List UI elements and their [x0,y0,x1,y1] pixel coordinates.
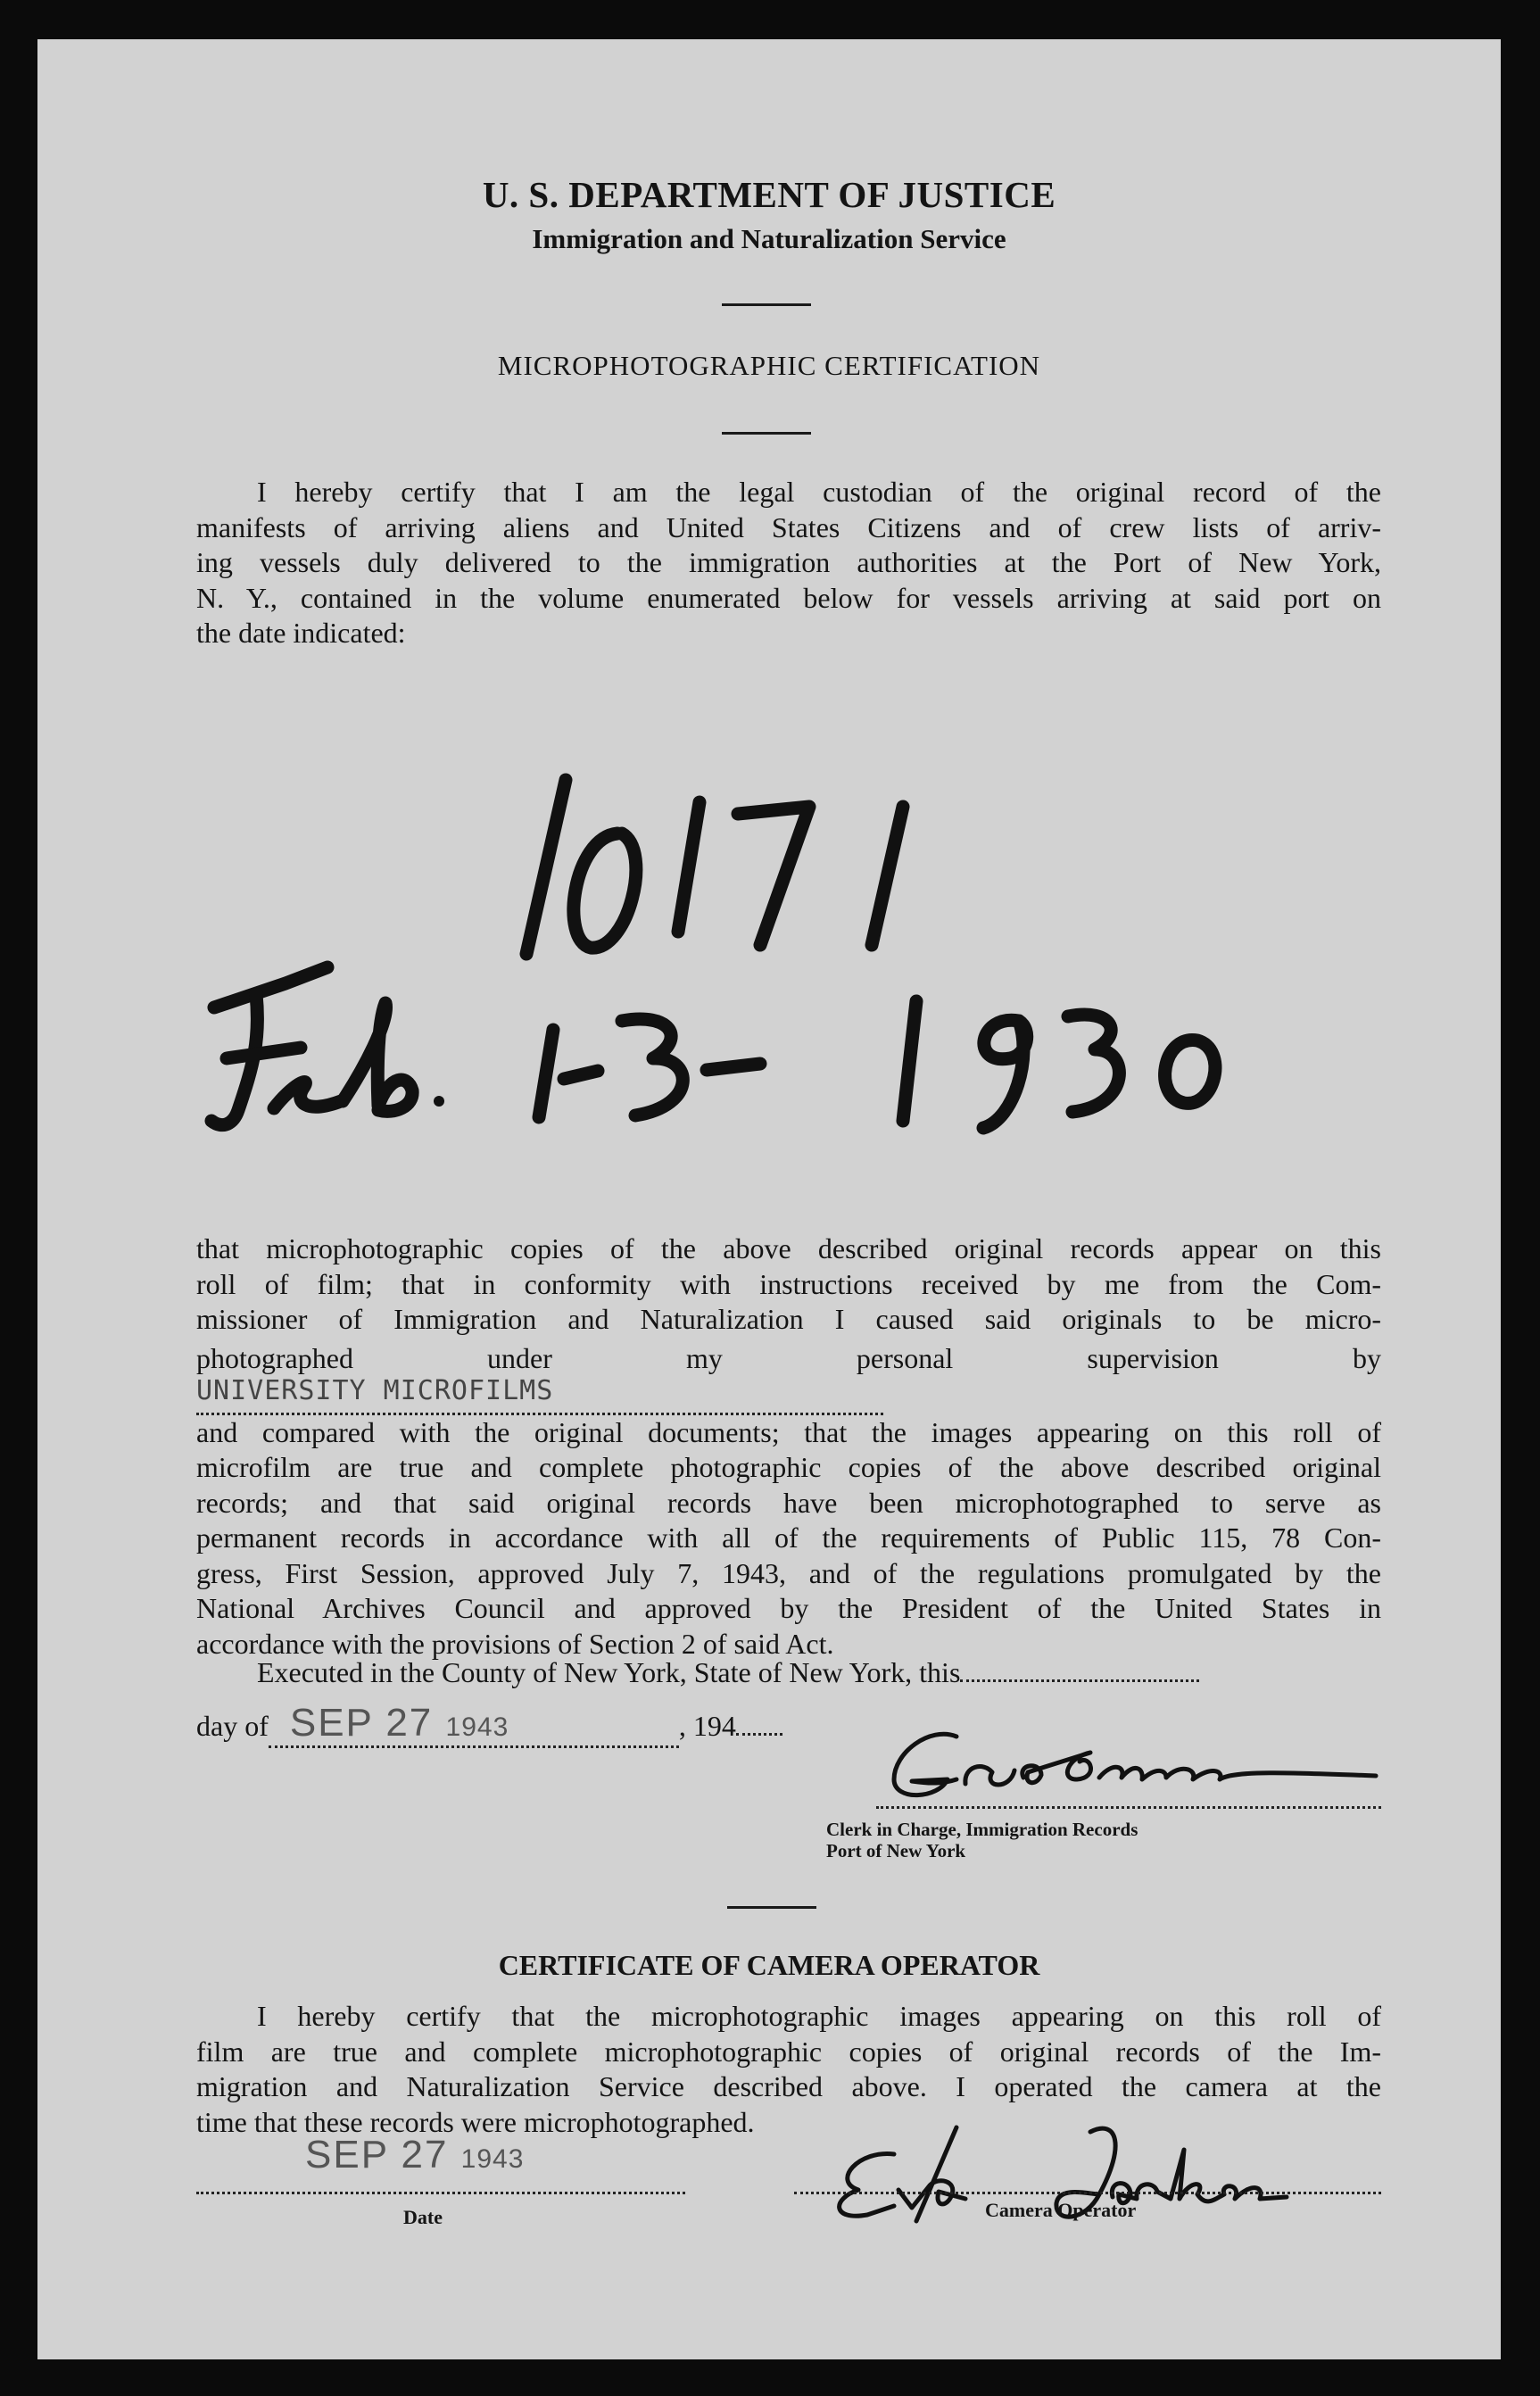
handwritten-dates [171,932,1287,1164]
divider-top [722,303,811,306]
operator-label: Camera Operator [985,2199,1137,2221]
year-suffix-field [736,1733,782,1736]
body-line: accordance with the provisions of Section 2 of said Act. [196,1627,834,1660]
intro-paragraph [196,475,1381,651]
operator-signature-line [794,2192,1381,2194]
camera-line: migration and Naturalization Service described above. I operated the camera at the [196,2070,1381,2102]
supervision-prefix: photographed under my personal supervision by [196,1341,1381,1374]
clerk-title-line2: Port of New York [826,1840,966,1861]
camera-heading: CERTIFICATE OF CAMERA OPERATOR [498,1949,1040,1981]
year-prefix: , 194 [678,1710,736,1742]
intro-line: the date indicated: [196,617,406,649]
department-heading: U. S. DEPARTMENT OF JUSTICE [482,174,1056,215]
executed-stamp-year: 1943 [445,1712,509,1742]
body-line: microfilm are true and complete photographic copies of the above described original [196,1451,1381,1483]
camera-date-stamp [305,2133,524,2177]
body-line: National Archives Council and approved by the President of the United States in [196,1592,1381,1624]
body-line: missioner of Immigration and Naturalization I caused said originals to be micro- [196,1303,1381,1335]
intro-line: N. Y., contained in the volume enumerated below for vessels arriving at said port on [196,581,1381,614]
clerk-title [826,1819,1138,1861]
intro-line: manifests of arriving aliens and United States Citizens and of crew lists of arriv- [196,510,1381,543]
day-of-field [269,1701,679,1748]
service-subheading: Immigration and Naturalization Service [532,223,1006,254]
clerk-signature [858,1717,1394,1815]
clerk-title-line1: Clerk in Charge, Immigration Records [826,1819,1138,1840]
divider-third [727,1906,816,1909]
day-of-line [196,1701,782,1748]
camera-stamp-date: SEP 27 [305,2133,449,2176]
camera-line: film are true and complete microphotographic copies of original records of the Im- [196,2035,1381,2068]
supervision-filler-stamp: UNIVERSITY MICROFILMS [196,1375,554,1406]
body-line: records; and that said original records have been microphotographed to serve as [196,1486,1381,1519]
date-label: Date [403,2206,443,2228]
clerk-signature-line [876,1806,1381,1809]
body-line: permanent records in accordance with all of the requirements of Public 115, 78 Con- [196,1521,1381,1554]
camera-stamp-year: 1943 [460,2144,525,2174]
executed-day-field [960,1679,1199,1682]
executed-line [257,1656,1199,1689]
certification-body [196,1231,1381,1662]
intro-line: ing vessels duly delivered to the immigration authorities at the Port of New York, [196,546,1381,578]
executed-stamp-date: SEP 27 [289,1701,434,1745]
intro-line: I hereby certify that I am the legal custodian of the original record of the [257,476,1381,508]
certification-title: MICROPHOTOGRAPHIC CERTIFICATION [497,350,1041,381]
body-line: and compared with the original documents; that the images appearing on this roll of [196,1415,1381,1448]
executed-date-stamp [290,1701,509,1745]
date-line [196,2192,685,2194]
supervision-line [196,1341,1381,1415]
executed-text: Executed in the County of New York, State of New York, this [257,1656,961,1688]
divider-second [722,432,811,435]
body-line: gress, First Session, approved July 7, 1943, and of the regulations promulgated by the [196,1556,1381,1589]
body-line: roll of film; that in conformity with instructions received by me from the Com- [196,1267,1381,1300]
body-line: that microphotographic copies of the above described original records appear on this [196,1232,1381,1264]
day-of-label: day of [196,1710,269,1742]
certificate-page [37,39,1501,2359]
camera-line: time that these records were microphotographed. [196,2105,755,2138]
camera-line: I hereby certify that the microphotographic images appearing on this roll of [257,2000,1381,2032]
supervision-filler-field [196,1376,883,1415]
